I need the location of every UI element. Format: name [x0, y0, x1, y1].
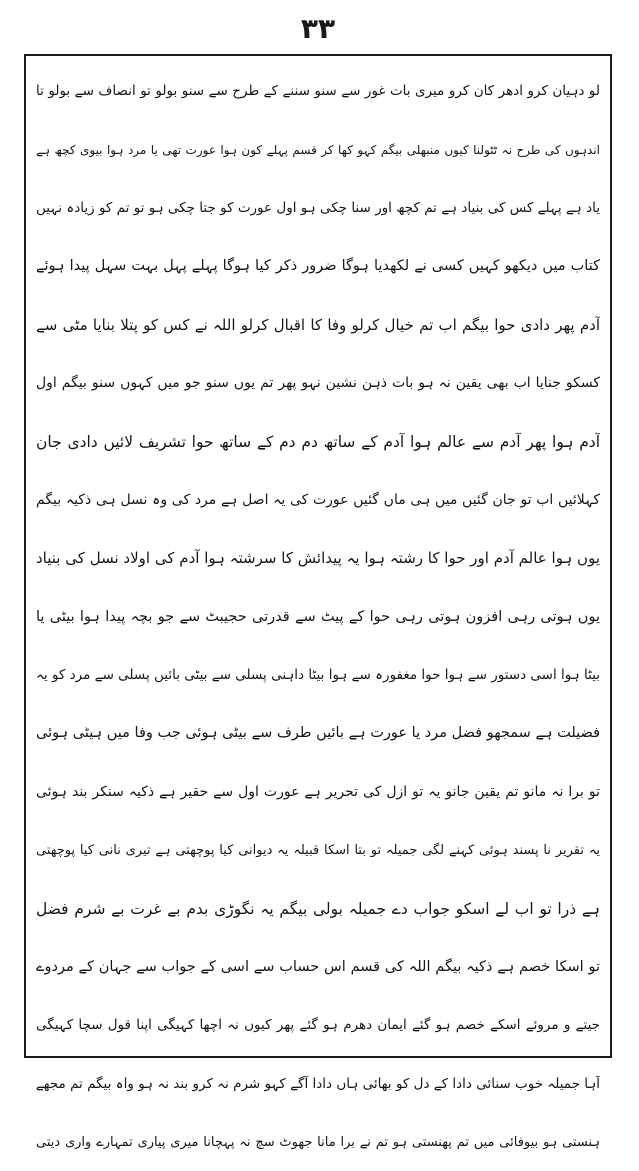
text-line: یاد ہے پہلے کس کی بنیاد ہے تم کچھ اور سنا چکی ہو اول عورت کو جتا چکی ہو تو تم کو زیادہ نہیں	[36, 199, 600, 216]
text-line: ہے ذرا تو اب لے اسکو جواب دے جمیلہ بولی بیگم یہ نگوڑی بدم بے غرت بے شرم فضل	[36, 899, 600, 918]
text-frame	[24, 54, 612, 1150]
text-line: کتاب میں دیکھو کہیں کسی نے لکھدیا ہوگا ضرور ذکر کیا ہوگا پہلے پہل بہت سہل پیدا ہوئے	[36, 258, 600, 275]
text-line: یوں ہوا عالم آدم اور حوا کا رشتہ ہوا یہ پیدائش کا سرشتہ ہوا آدم کی اولاد نسل کی بنیاد	[36, 549, 600, 568]
text-line: کہلائیں اب تو جان گئیں میں ہی ماں گئیں عورت کی یہ اصل ہے مرد کی وہ نسل ہی ذکیہ بیگم	[36, 491, 600, 508]
text-line: بیٹا ہوا اسی دستور سے ہوا حوا مغفورہ سے ہوا بیٹا داہنی پسلی سے بیٹی بائیں پسلی سے مرد کو یہ	[36, 667, 600, 684]
text-line: ہنستی ہو بیوفائی میں تم پھنستی ہو تم نے برا مانا جھوٹ سچ نہ پہچانا میری پیاری تمہارے واری دیتی	[36, 1134, 600, 1150]
text-line: لو دہیان کرو ادھر کان کرو میری بات غور سے سنو سننے کے طرح سے سنو بولو تو انصاف سے بولو تا	[36, 83, 600, 100]
body-text	[36, 62, 600, 1150]
text-line: اندہوں کی طرح نہ ٹٹولنا کیوں منبھلی بیگم کہو کھا کر قسم پہلے کون ہوا عورت تھی یا مرد ہوا بیوی کچھ ہے	[36, 142, 600, 157]
page-number: ۳۳	[300, 12, 336, 45]
text-line: آہا جمیلہ خوب سنائی دادا کے دل کو بھائی ہاں دادا آگے کہو شرم نہ کرو بند نہ ہو واہ بیگم تم مجھے	[36, 1075, 600, 1092]
book-page	[8, 6, 628, 1150]
text-line: یوں ہوتی رہی افزون ہوتی رہی حوا کے پیٹ سے قدرتی حجیبٹ سے جو بچہ پیدا ہوا بیٹی یا	[36, 608, 600, 625]
text-line: جیتے و مروئے اسکے خصم ہو گئے ایمان دھرم ہو گئے پھر کیوں نہ اچھا کہیگی اپنا قول سچا کہیگی	[36, 1017, 600, 1034]
text-line: آدم پھر دادی حوا بیگم اب تم خیال کرلو وفا کا اقبال کرلو اللہ نے کس کو پتلا بنایا مٹی سے	[36, 315, 600, 334]
text-line: فضیلت ہے سمجھو فضل مرد یا عورت ہے بائیں طرف سے بیٹی ہوئی جب وفا میں ہیٹی ہوئی	[36, 725, 600, 742]
text-line: آدم ہوا پھر آدم سے عالم ہوا آدم کے ساتھ دم دم کے ساتھ حوا تشریف لائیں دادی جان	[36, 432, 600, 451]
text-line: کسکو جنایا اب بھی یقین نہ ہو بات ذہن نشین نہو پھر تم یوں سنو جو میں کہوں سنو بیگم اول	[36, 375, 600, 392]
text-line: تو برا نہ مانو تم یقین جانو یہ تو ازل کی تحریر ہے عورت اول سے حقیر ہے ذکیہ سنکر بند ہوئی	[36, 783, 600, 800]
text-line: تو اسکا خصم ہے ذکیہ بیگم اللہ کی قسم اس حساب سے اسی کے جواب سے جہان کے مردوے	[36, 959, 600, 976]
text-line: یہ تقریر نا پسند ہوئی کہنے لگی جمیلہ تو بتا اسکا قبیلہ یہ دیوانی کیا پوچھتی ہے تیری نانی کیا پوچھتی	[36, 842, 600, 858]
